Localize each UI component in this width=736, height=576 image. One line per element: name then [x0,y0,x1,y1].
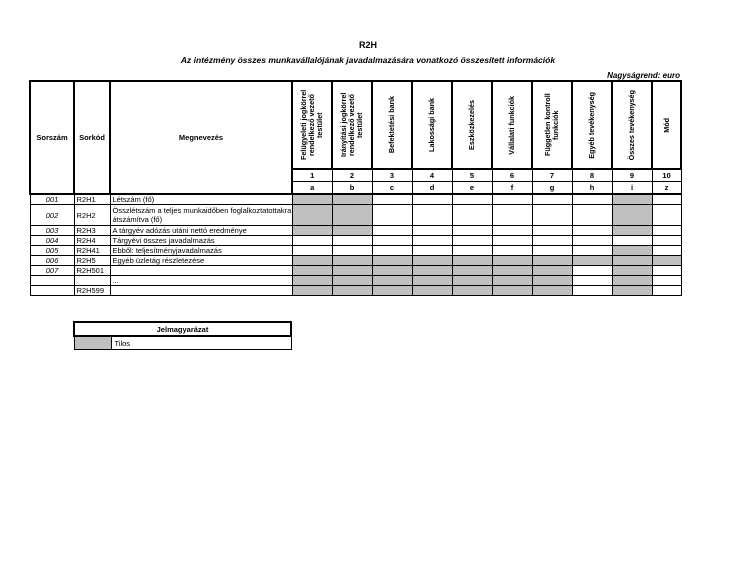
header-col-10: Mód [652,81,681,169]
unit-label: Nagyságrend: euro [607,71,680,80]
forbidden-cell [292,194,332,205]
legend-table [73,321,292,350]
row-ordinal [30,286,74,296]
row-name: Ebből: teljesítményjavadalmazás [110,246,292,256]
input-cell[interactable] [572,205,612,226]
forbidden-cell [532,286,572,296]
forbidden-cell [612,286,652,296]
forbidden-cell [492,266,532,276]
legend-label: Tilos [111,336,291,350]
input-cell[interactable] [572,276,612,286]
input-cell[interactable] [492,205,532,226]
col-num: 3 [372,169,412,182]
forbidden-cell [332,226,372,236]
forbidden-cell [452,256,492,266]
col-num: 1 [292,169,332,182]
forbidden-cell [612,266,652,276]
row-ordinal [30,276,74,286]
input-cell[interactable] [332,236,372,246]
col-num: 4 [412,169,452,182]
input-cell[interactable] [572,266,612,276]
forbidden-cell [372,256,412,266]
row-code: R2H501 [74,266,110,276]
col-letter: h [572,182,612,195]
form-code: R2H [358,40,377,50]
input-cell[interactable] [372,246,412,256]
row-ordinal: 004 [30,236,74,246]
table-row [30,276,681,286]
col-num: 9 [612,169,652,182]
col-letter: b [332,182,372,195]
col-letter: z [652,182,681,195]
row-code: R2H41 [74,246,110,256]
col-num: 10 [652,169,681,182]
table-row [30,236,681,246]
forbidden-cell [452,276,492,286]
row-name: Tárgyévi összes javadalmazás [110,236,292,246]
table-row [30,226,681,236]
forbidden-cell [292,276,332,286]
row-name: Összlétszám a teljes munkaidőben foglalkoztatottakra átszámítva (fő) [110,205,292,226]
input-cell[interactable] [492,246,532,256]
forbidden-cell [332,194,372,205]
forbidden-cell [332,256,372,266]
legend-title: Jelmagyarázat [74,322,291,336]
row-ordinal: 005 [30,246,74,256]
col-letter: e [452,182,492,195]
forbidden-cell [492,256,532,266]
header-col-9: Összes tevékenység [612,81,652,169]
input-cell[interactable] [292,246,332,256]
forbidden-cell [332,286,372,296]
forbidden-cell [492,286,532,296]
col-letter: i [612,182,652,195]
forbidden-cell [612,256,652,266]
input-cell[interactable] [492,194,532,205]
table-row [30,256,681,266]
col-letter: d [412,182,452,195]
input-cell[interactable] [652,286,681,296]
input-cell[interactable] [652,266,681,276]
header-code: Sorkód [74,81,110,194]
row-ordinal: 006 [30,256,74,266]
input-cell[interactable] [572,226,612,236]
row-name: ... [110,276,292,286]
row-code: R2H2 [74,205,110,226]
forbidden-cell [292,226,332,236]
report-table [29,80,682,296]
input-cell[interactable] [652,205,681,226]
row-ordinal: 001 [30,194,74,205]
input-cell[interactable] [532,236,572,246]
forbidden-cell [372,266,412,276]
input-cell[interactable] [532,246,572,256]
row-code [74,276,110,286]
header-ordinal: Sorszám [30,81,74,194]
input-cell[interactable] [492,236,532,246]
forbidden-cell [532,276,572,286]
row-code: R2H4 [74,236,110,246]
input-cell[interactable] [412,226,452,236]
forbidden-cell [612,276,652,286]
input-cell[interactable] [572,194,612,205]
forbidden-cell [612,205,652,226]
header-row [30,81,681,169]
header-col-8: Egyéb tevékenység [572,81,612,169]
forbidden-cell [292,256,332,266]
row-name: Egyéb üzletág részletezése [110,256,292,266]
header-col-2: Irányítási jogkörrel rendelkező vezető testület [332,81,372,169]
row-name: A tárgyév adózás utáni nettó eredménye [110,226,292,236]
forbidden-cell [332,266,372,276]
forbidden-cell [532,266,572,276]
forbidden-cell [412,256,452,266]
col-num: 8 [572,169,612,182]
input-cell[interactable] [412,236,452,246]
table-row [30,205,681,226]
input-cell[interactable] [452,226,492,236]
col-num: 6 [492,169,532,182]
input-cell[interactable] [652,226,681,236]
legend-swatch [74,336,111,350]
input-cell[interactable] [532,194,572,205]
row-ordinal: 002 [30,205,74,226]
table-row [30,266,681,276]
input-cell[interactable] [652,194,681,205]
input-cell[interactable] [532,226,572,236]
col-letter: a [292,182,332,195]
forbidden-cell [372,286,412,296]
forbidden-cell [612,246,652,256]
forbidden-cell [452,286,492,296]
input-cell[interactable] [652,246,681,256]
input-cell[interactable] [572,236,612,246]
header-col-7: Független kontroll funkciók [532,81,572,169]
col-letter: c [372,182,412,195]
table-row [30,194,681,205]
row-name [110,266,292,276]
forbidden-cell [412,286,452,296]
forbidden-cell [492,276,532,286]
row-code: R2H5 [74,256,110,266]
input-cell[interactable] [372,226,412,236]
header-col-5: Eszközkezelés [452,81,492,169]
col-num: 2 [332,169,372,182]
forbidden-cell [572,256,612,266]
input-cell[interactable] [452,205,492,226]
forbidden-cell [412,276,452,286]
col-letter: f [492,182,532,195]
forbidden-cell [652,256,681,266]
input-cell[interactable] [572,286,612,296]
table-row [30,246,681,256]
header-col-6: Vállalati funkciók [492,81,532,169]
forbidden-cell [532,256,572,266]
forbidden-cell [332,205,372,226]
header-name: Megnevezés [110,81,292,194]
forbidden-cell [332,276,372,286]
forbidden-cell [612,194,652,205]
col-letter: g [532,182,572,195]
header-col-4: Lakossági bank [412,81,452,169]
row-name: Létszám (fő) [110,194,292,205]
input-cell[interactable] [412,246,452,256]
input-cell[interactable] [332,246,372,256]
row-code: R2H599 [74,286,110,296]
input-cell[interactable] [412,205,452,226]
input-cell[interactable] [372,194,412,205]
forbidden-cell [292,205,332,226]
input-cell[interactable] [452,194,492,205]
col-num: 5 [452,169,492,182]
input-cell[interactable] [412,194,452,205]
row-code: R2H3 [74,226,110,236]
row-name [110,286,292,296]
input-cell[interactable] [652,236,681,246]
form-subtitle: Az intézmény összes munkavállalójának javadalmazására vonatkozó összesített információk [180,55,556,65]
input-cell[interactable] [452,236,492,246]
input-cell[interactable] [652,276,681,286]
forbidden-cell [452,266,492,276]
table-row [30,286,681,296]
input-cell[interactable] [612,236,652,246]
forbidden-cell [292,266,332,276]
forbidden-cell [292,286,332,296]
row-ordinal: 007 [30,266,74,276]
header-col-1: Felügyeleti jogkörrel rendelkező vezető testület [292,81,332,169]
forbidden-cell [372,276,412,286]
input-cell[interactable] [532,205,572,226]
input-cell[interactable] [492,226,532,236]
forbidden-cell [612,226,652,236]
header-col-3: Befektetési bank [372,81,412,169]
row-code: R2H1 [74,194,110,205]
input-cell[interactable] [292,236,332,246]
input-cell[interactable] [452,246,492,256]
forbidden-cell [412,266,452,276]
row-ordinal: 003 [30,226,74,236]
input-cell[interactable] [372,236,412,246]
input-cell[interactable] [372,205,412,226]
col-num: 7 [532,169,572,182]
input-cell[interactable] [572,246,612,256]
